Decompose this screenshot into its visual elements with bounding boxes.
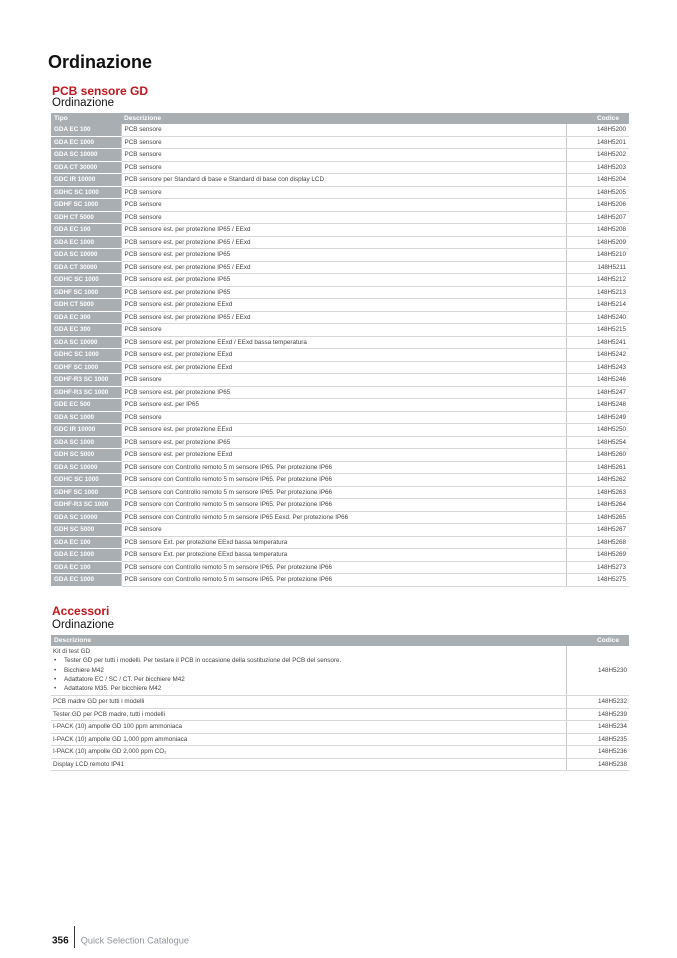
table-row: [51, 536, 629, 549]
row-code: 148H5211: [566, 261, 629, 274]
table-row: [51, 499, 629, 512]
row-tipo: GDA SC 10000: [51, 249, 121, 262]
table-row: [51, 136, 629, 149]
table-row: [51, 696, 629, 709]
table-header-row: [51, 635, 629, 646]
footer: [52, 930, 189, 952]
row-code: 148H5241: [566, 336, 629, 349]
row-tipo: GDA EC 300: [51, 311, 121, 324]
row-code: 148H5239: [566, 708, 629, 721]
row-description: PCB sensore est. per protezione IP65 / EExd: [121, 236, 566, 249]
row-tipo: GDA SC 1000: [51, 411, 121, 424]
row-tipo: GDHF SC 1000: [51, 486, 121, 499]
row-tipo: GDA SC 10000: [51, 336, 121, 349]
header-codice: Codice: [566, 113, 629, 124]
row-code: 148H5246: [566, 374, 629, 387]
table-row: [51, 299, 629, 312]
table-row: [51, 574, 629, 587]
row-description: PCB sensore: [121, 199, 566, 212]
row-tipo: GDH SC 5000: [51, 524, 121, 537]
accessori-table: [51, 635, 629, 771]
row-code: 148H5232: [566, 696, 629, 709]
row-tipo: GDA SC 1000: [51, 436, 121, 449]
header-descrizione: Descrizione: [121, 113, 566, 124]
row-description: PCB madre GD per tutti i modelli: [51, 696, 566, 709]
row-code: 148H5247: [566, 386, 629, 399]
table-row: [51, 261, 629, 274]
table-row: [51, 374, 629, 387]
row-code: 148H5260: [566, 449, 629, 462]
row-description: PCB sensore est. per protezione EExd: [121, 349, 566, 362]
row-tipo: GDA EC 100: [51, 224, 121, 237]
row-tipo: GDHF SC 1000: [51, 286, 121, 299]
row-tipo: GDH CT 5000: [51, 211, 121, 224]
row-code: 148H5215: [566, 324, 629, 337]
table-row: [51, 461, 629, 474]
footer-divider: [74, 926, 75, 948]
row-description: PCB sensore Ext. per protezione EExd bassa temperatura: [121, 536, 566, 549]
row-description: PCB sensore: [121, 186, 566, 199]
row-code: 148H5275: [566, 574, 629, 587]
row-tipo: GDH SC 5000: [51, 449, 121, 462]
header-descrizione: Descrizione: [51, 635, 566, 646]
row-code: 148H5262: [566, 474, 629, 487]
table-row-kit: [51, 646, 629, 696]
table-row: [51, 708, 629, 721]
row-description: Display LCD remoto IP41: [51, 758, 566, 771]
row-description: PCB sensore est. per protezione IP65: [121, 249, 566, 262]
kit-code: 148H5230: [566, 646, 629, 696]
row-code: 148H5206: [566, 199, 629, 212]
table-row: [51, 424, 629, 437]
table-row: [51, 399, 629, 412]
row-description: PCB sensore est. per protezione IP65: [121, 274, 566, 287]
section-subtitle-pcb: Ordinazione: [52, 97, 115, 109]
row-description: PCB sensore con Controllo remoto 5 m sensore IP65. Per protezione IP66: [121, 474, 566, 487]
row-description: PCB sensore est. per protezione EExd / EExd bassa temperatura: [121, 336, 566, 349]
row-description: PCB sensore est. per protezione IP65: [121, 386, 566, 399]
table-row: [51, 274, 629, 287]
table-header-row: [51, 113, 629, 124]
row-code: 148H5203: [566, 161, 629, 174]
table-row: [51, 386, 629, 399]
table-row: [51, 474, 629, 487]
kit-bullet: • Adattatore M35. Per bicchiere M42: [54, 685, 162, 693]
row-code: 148H5201: [566, 136, 629, 149]
table-row: [51, 161, 629, 174]
row-code: 148H5205: [566, 186, 629, 199]
row-description: PCB sensore est. per protezione IP65 / EExd: [121, 224, 566, 237]
table-row: [51, 486, 629, 499]
table-row: [51, 286, 629, 299]
table-row: [51, 561, 629, 574]
row-description: I-PACK (10) ampolle GD 1,000 ppm ammoniaca: [51, 733, 566, 746]
row-description: PCB sensore: [121, 136, 566, 149]
kit-bullet: • Bicchiere M42: [54, 666, 104, 674]
row-tipo: GDH CT 5000: [51, 299, 121, 312]
table-row: [51, 511, 629, 524]
row-code: 148H5200: [566, 124, 629, 136]
row-description: PCB sensore: [121, 211, 566, 224]
table-row: [51, 721, 629, 734]
row-tipo: GDA SC 10000: [51, 511, 121, 524]
row-tipo: GDA EC 1000: [51, 574, 121, 587]
header-codice: Codice: [566, 635, 629, 646]
row-code: 148H5234: [566, 721, 629, 734]
row-description: PCB sensore: [121, 161, 566, 174]
table-row: [51, 174, 629, 187]
table-row: [51, 361, 629, 374]
table-row: [51, 336, 629, 349]
row-tipo: GDHF SC 1000: [51, 361, 121, 374]
row-code: 148H5248: [566, 399, 629, 412]
row-tipo: GDA EC 300: [51, 324, 121, 337]
row-tipo: GDA EC 100: [51, 536, 121, 549]
table-row: [51, 236, 629, 249]
row-tipo: GDHC SC 1000: [51, 186, 121, 199]
row-tipo: GDA EC 100: [51, 561, 121, 574]
table-row: [51, 211, 629, 224]
row-code: 148H5207: [566, 211, 629, 224]
row-description: PCB sensore con Controllo remoto 5 m sensore IP65. Per protezione IP66: [121, 461, 566, 474]
catalogue-name: Quick Selection Catalogue: [80, 935, 189, 946]
row-description: PCB sensore: [121, 374, 566, 387]
section-subtitle-accessori: Ordinazione: [52, 619, 115, 631]
row-tipo: GDHC SC 1000: [51, 274, 121, 287]
row-description: I-PACK (10) ampolle GD 2,000 ppm CO₂: [51, 746, 566, 759]
row-description: PCB sensore est. per protezione IP65: [121, 286, 566, 299]
row-code: 148H5235: [566, 733, 629, 746]
row-tipo: GDA SC 10000: [51, 149, 121, 162]
table-row: [51, 199, 629, 212]
row-description: PCB sensore con Controllo remoto 5 m sensore IP65. Per protezione IP66: [121, 486, 566, 499]
row-tipo: GDA CT 30000: [51, 161, 121, 174]
table-row: [51, 449, 629, 462]
row-code: 148H5249: [566, 411, 629, 424]
row-description: PCB sensore est. per protezione EExd: [121, 299, 566, 312]
row-description: PCB sensore per Standard di base e Standard di base con display LCD: [121, 174, 566, 187]
row-description: PCB sensore est. per protezione IP65 / EExd: [121, 261, 566, 274]
row-code: 148H5273: [566, 561, 629, 574]
row-tipo: GDHF-R3 SC 1000: [51, 374, 121, 387]
table-row: [51, 311, 629, 324]
row-description: PCB sensore: [121, 124, 566, 136]
row-description: PCB sensore est. per protezione EExd: [121, 449, 566, 462]
row-description: PCB sensore: [121, 411, 566, 424]
row-description: I-PACK (10) ampolle GD 100 ppm ammoniaca: [51, 721, 566, 734]
row-code: 148H5243: [566, 361, 629, 374]
pcb-table: [51, 113, 629, 587]
row-code: 148H5202: [566, 149, 629, 162]
row-code: 148H5242: [566, 349, 629, 362]
table-row: [51, 224, 629, 237]
table-row: [51, 411, 629, 424]
row-tipo: GDHC SC 1000: [51, 349, 121, 362]
table-row: [51, 436, 629, 449]
section-title-accessori: Accessori: [52, 604, 110, 618]
row-code: 148H5238: [566, 758, 629, 771]
kit-bullet: • Adattatore EC / SC / CT. Per bicchiere M42: [54, 675, 185, 683]
page-title: Ordinazione: [48, 52, 153, 72]
row-code: 148H5214: [566, 299, 629, 312]
table-row: [51, 249, 629, 262]
table-row: [51, 186, 629, 199]
row-code: 148H5240: [566, 311, 629, 324]
row-description: PCB sensore est. per protezione EExd: [121, 424, 566, 437]
row-code: 148H5236: [566, 746, 629, 759]
kit-title: Kit di test GD: [53, 648, 91, 655]
row-tipo: GDA EC 1000: [51, 549, 121, 562]
row-description: PCB sensore Ext. per protezione EExd bassa temperatura: [121, 549, 566, 562]
row-tipo: GDC IR 10000: [51, 424, 121, 437]
row-code: 148H5254: [566, 436, 629, 449]
row-description: PCB sensore est. per protezione IP65: [121, 436, 566, 449]
table-row: [51, 758, 629, 771]
row-tipo: GDA CT 30000: [51, 261, 121, 274]
row-description: PCB sensore est. per protezione IP65 / EExd: [121, 311, 566, 324]
row-code: 148H5268: [566, 536, 629, 549]
table-row: [51, 124, 629, 136]
row-description: PCB sensore: [121, 149, 566, 162]
row-tipo: GDA EC 100: [51, 124, 121, 136]
page-number: 356: [52, 935, 69, 947]
row-code: 148H5263: [566, 486, 629, 499]
kit-bullet: • Tester GD per tutti i modelli. Per testare il PCB in occasione della sostituzione del PCB del sensore.: [54, 657, 342, 665]
row-tipo: GDC IR 10000: [51, 174, 121, 187]
row-description: PCB sensore: [121, 524, 566, 537]
row-tipo: GDHF-R3 SC 1000: [51, 499, 121, 512]
row-description: PCB sensore con Controllo remoto 5 m sensore IP65 Eexd. Per protezione IP66: [121, 511, 566, 524]
header-tipo: Tipo: [51, 113, 121, 124]
table-row: [51, 324, 629, 337]
row-tipo: GDHC SC 1000: [51, 474, 121, 487]
table-row: [51, 746, 629, 759]
row-code: 148H5269: [566, 549, 629, 562]
row-tipo: GDA EC 1000: [51, 136, 121, 149]
row-tipo: GDA SC 10000: [51, 461, 121, 474]
table-row: [51, 349, 629, 362]
row-tipo: GDHF-R3 SC 1000: [51, 386, 121, 399]
row-code: 148H5264: [566, 499, 629, 512]
row-description: PCB sensore est. per IP65: [121, 399, 566, 412]
row-code: 148H5261: [566, 461, 629, 474]
row-description: PCB sensore con Controllo remoto 5 m sensore IP65. Per protezione IP66: [121, 499, 566, 512]
row-code: 148H5208: [566, 224, 629, 237]
table-row: [51, 524, 629, 537]
table-row: [51, 149, 629, 162]
table-row: [51, 549, 629, 562]
row-code: 148H5210: [566, 249, 629, 262]
row-description: PCB sensore est. per protezione EExd: [121, 361, 566, 374]
row-code: 148H5209: [566, 236, 629, 249]
row-code: 148H5250: [566, 424, 629, 437]
table-row: [51, 733, 629, 746]
row-tipo: GDA EC 1000: [51, 236, 121, 249]
row-code: 148H5267: [566, 524, 629, 537]
row-description: PCB sensore: [121, 324, 566, 337]
row-description: Tester GD per PCB madre, tutti i modelli: [51, 708, 566, 721]
row-tipo: GDHF SC 1000: [51, 199, 121, 212]
row-code: 148H5265: [566, 511, 629, 524]
row-code: 148H5213: [566, 286, 629, 299]
row-description: PCB sensore con Controllo remoto 5 m sensore IP65. Per protezione IP66: [121, 574, 566, 587]
row-description: PCB sensore con Controllo remoto 5 m sensore IP65. Per protezione IP66: [121, 561, 566, 574]
row-tipo: GDE EC 500: [51, 399, 121, 412]
row-code: 148H5204: [566, 174, 629, 187]
row-code: 148H5212: [566, 274, 629, 287]
section-title-pcb: PCB sensore GD: [52, 84, 149, 98]
kit-description: [51, 646, 566, 696]
